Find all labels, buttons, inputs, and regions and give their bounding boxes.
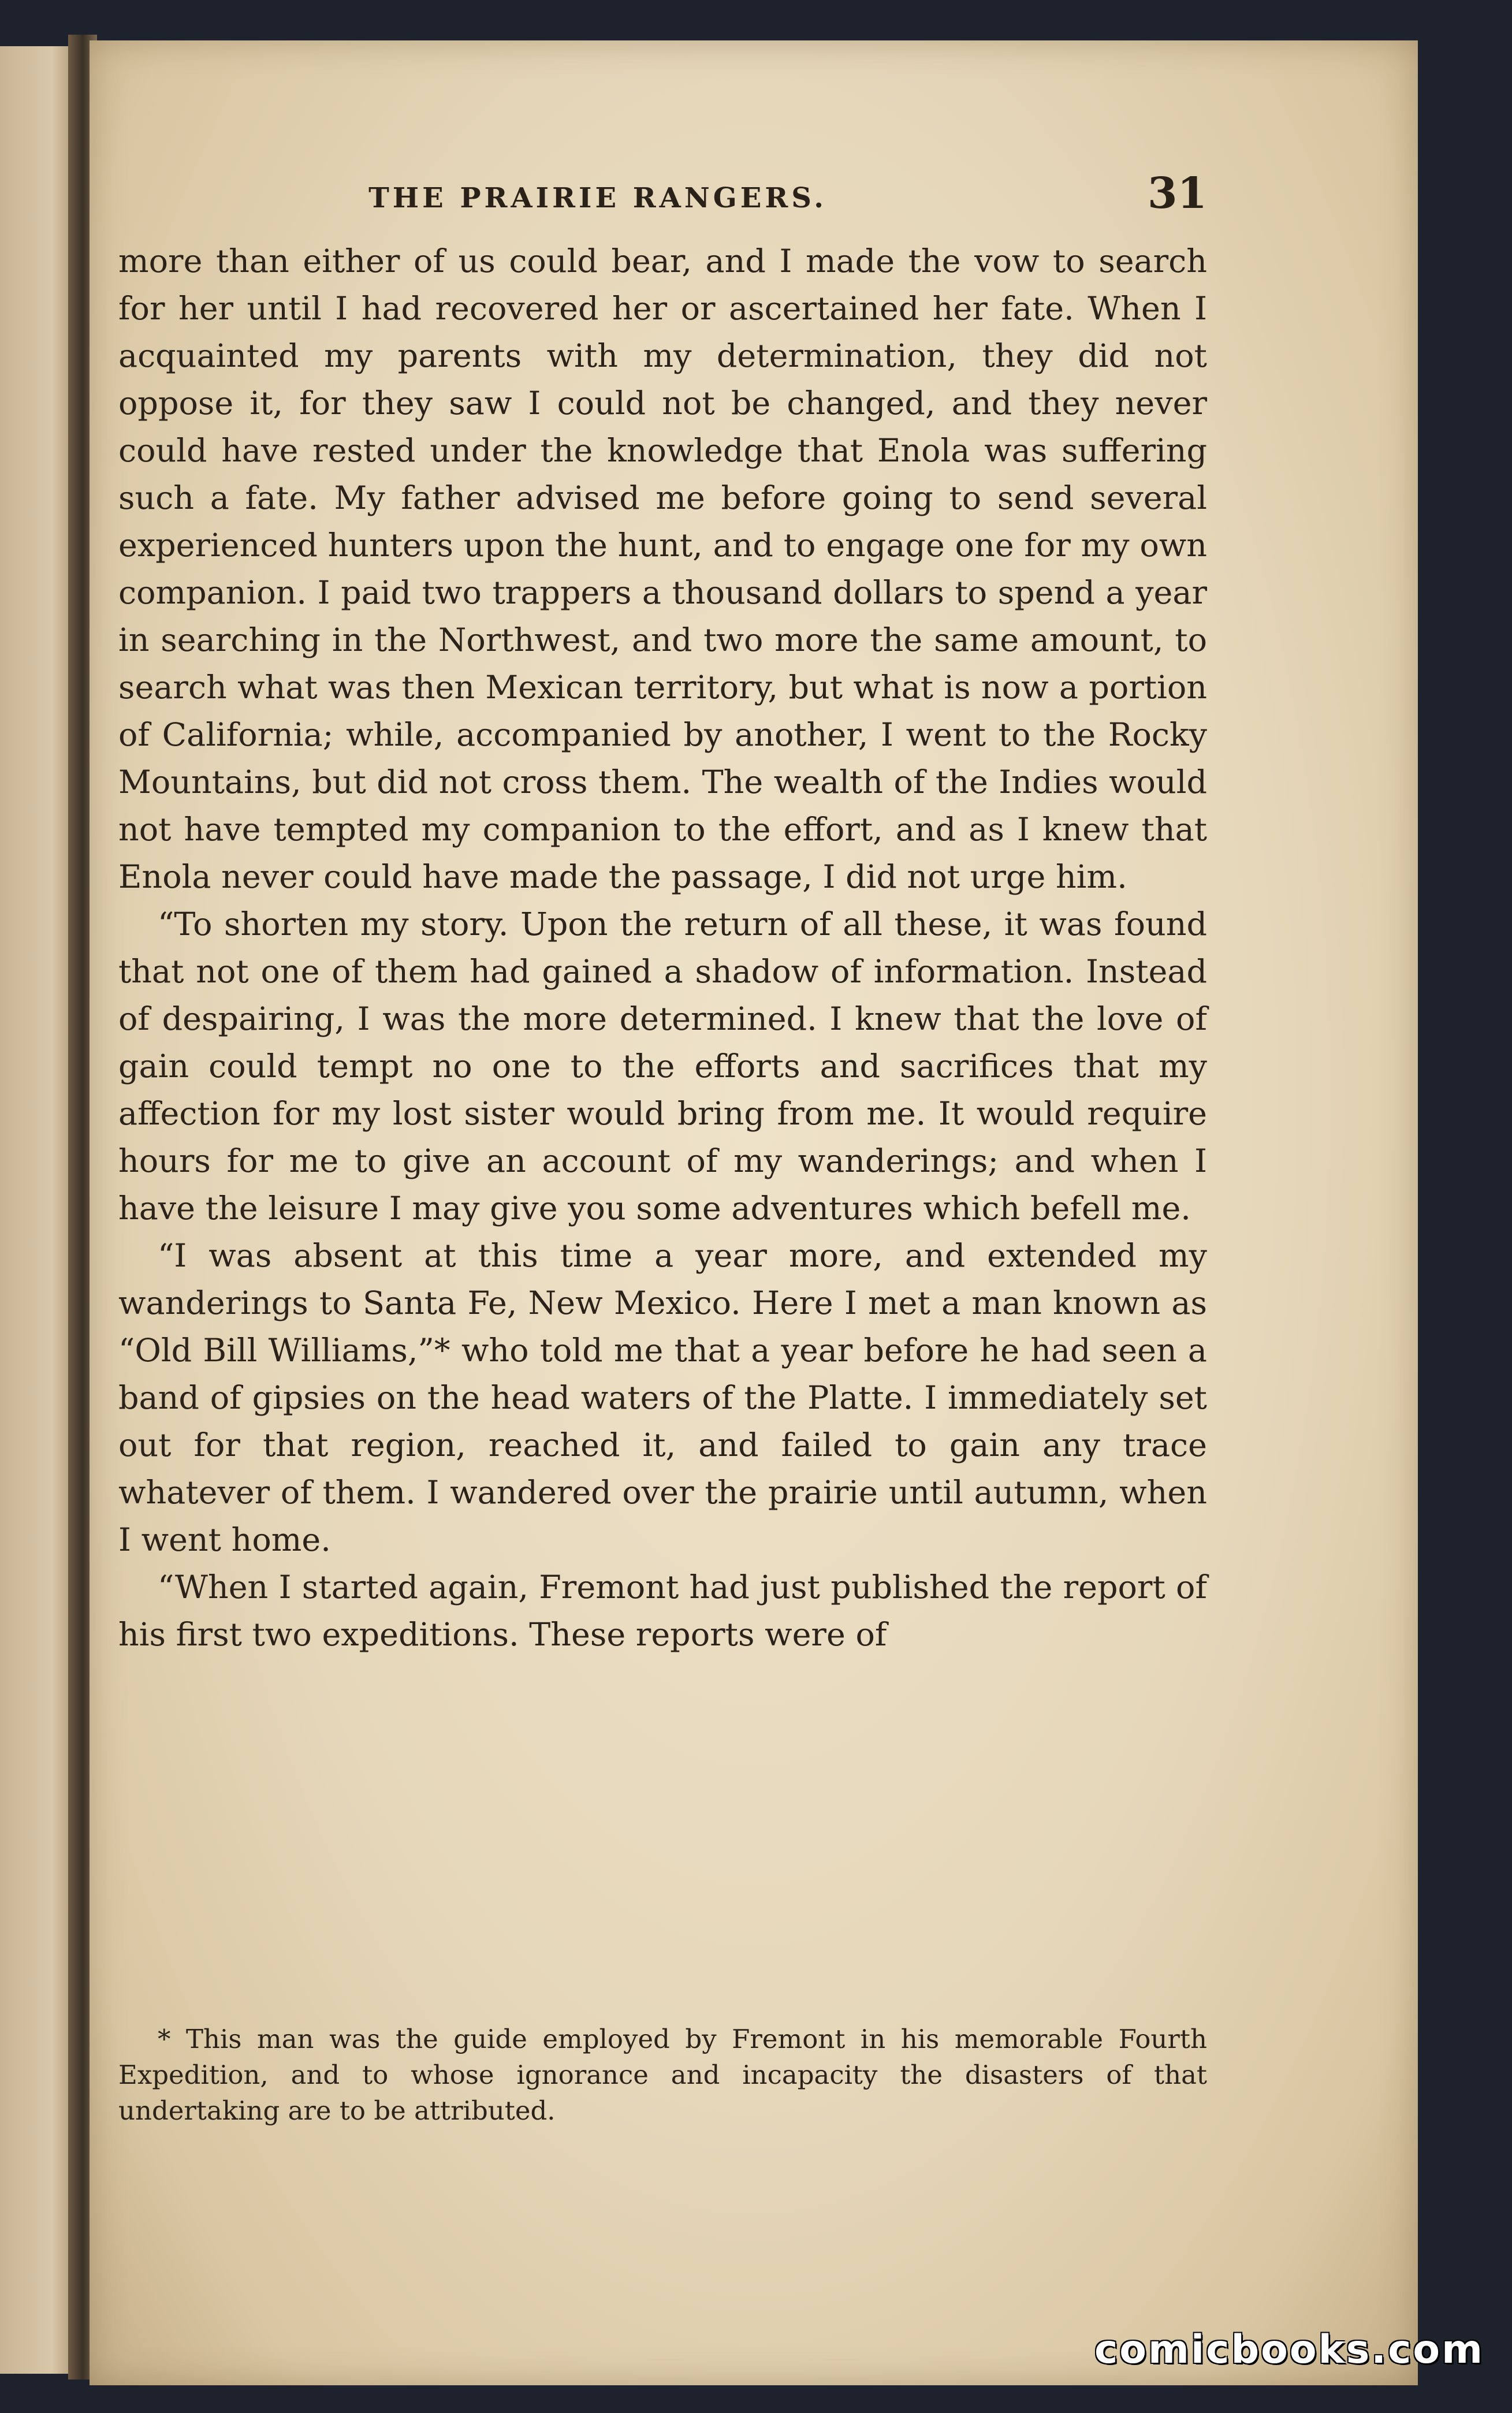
paragraph-3: “I was absent at this time a year more, and extended my wanderings to Santa Fe, New Mexico. Here I met a man known as “Old Bill Williams,”* who told me that a year before he had seen a band of gipsies on the head waters of the Platte. I immediately set out for that region, reached it, and failed to gain any trace whatever of them. I wandered over the prairie until autumn, when I went home. — [118, 1237, 1207, 1559]
page-header — [116, 166, 1207, 230]
running-title: THE PRAIRIE RANGERS. — [368, 182, 827, 214]
page-number: 31 — [1148, 169, 1207, 218]
paragraph-2: “To shorten my story. Upon the return of all these, it was found that not one of them had gained a shadow of information. Instead of despairing, I was the more determined. I knew that the love of gain could tempt no one to the efforts and sacrifices that my affection for my lost sister would bring from me. It would require hours for me to give an account of my wanderings; and when I have the leisure I may give you some adventures which befell me. — [118, 906, 1207, 1227]
paragraph-4: “When I started again, Fremont had just published the report of his first two expeditions. These reports were of — [118, 1569, 1207, 1654]
body-text — [118, 238, 1207, 1659]
footnote: * This man was the guide employed by Fremont in his memorable Fourth Expedition, and to whose ignorance and incapacity the disasters of that undertaking are to be attributed. — [118, 2024, 1207, 2126]
paragraph-1: more than either of us could bear, and I made the vow to search for her until I had recovered her or ascertained her fate. When I acquainted my parents with my determination, they did not oppose it, for they saw I could not be changed, and they never could have rested under the knowledge that Enola was suffering such a fate. My father advised me before going to send several experienced hunters upon the hunt, and to engage one for my own companion. I paid two trappers a thousand dollars to spend a year in searching in the Northwest, and two more the same amount, to search what was then Mexican territory, but what is now a portion of California; while, accompanied by another, I went to the Rocky Mountains, but did not cross them. The wealth of the Indies would not have tempted my companion to the effort, and as I knew that Enola never could have made the passage, I did not urge him. — [118, 243, 1207, 896]
site-watermark: comicbooks.com — [1094, 2327, 1484, 2373]
